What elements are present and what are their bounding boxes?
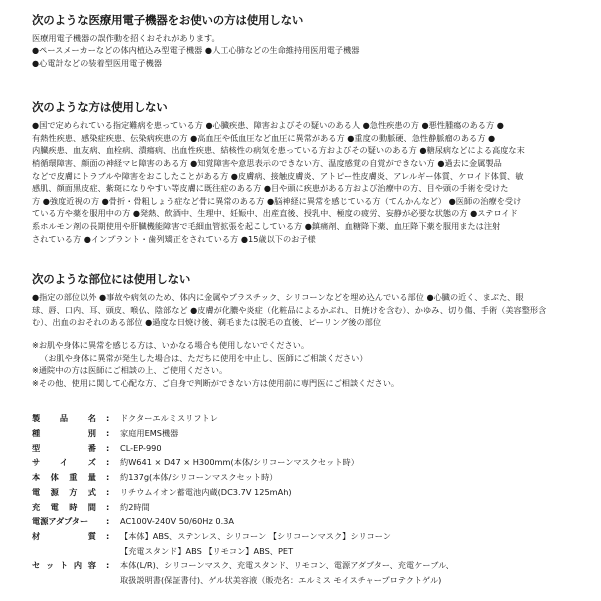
- section-title: 次のような部位には使用しない: [32, 272, 191, 287]
- spec-key-text: 材 質: [32, 530, 96, 541]
- spec-value: ドクターエルミスリフトレ: [120, 413, 218, 424]
- spec-key: [32, 558, 106, 573]
- warning-line: 内臓疾患、血友病、血栓病、潰瘍病、出血性疾患、結核性の病気を患っている方およびその疑いのある方 ●糖尿病などによる高度な末: [32, 145, 525, 156]
- spec-key-text: 種 別: [32, 427, 96, 438]
- spec-colon: :: [106, 530, 110, 541]
- spec-key-text: 本 体 重 量: [32, 472, 96, 483]
- spec-row: [32, 485, 454, 500]
- spec-key: [32, 514, 106, 529]
- spec-key: [32, 426, 106, 441]
- warning-line: む）、出血のおそれのある部位 ●過度な日焼け後、剃毛または脱毛の直後、ピーリング後の部位: [32, 317, 382, 328]
- spec-row: [32, 470, 454, 485]
- spec-colon: :: [106, 472, 110, 483]
- spec-colon: :: [106, 501, 110, 512]
- spec-key-text: 充 電 時 間: [32, 501, 96, 512]
- warning-line: ●国で定められている指定難病を患っている方 ●心臓疾患、障害およびその疑いのある人 ●急性疾患の方 ●悪性腫瘍のある方 ●: [32, 120, 504, 131]
- spec-colon: :: [106, 486, 110, 497]
- spec-value: 約137g(本体/シリコーンマスクセット時）: [120, 472, 278, 483]
- contraindicated-areas-section: [32, 271, 601, 329]
- spec-colon: :: [106, 457, 110, 468]
- warning-line: 球、唇、口内、耳、頭皮、喉仏、陰部など ●皮膚が化膿や炎症（化粧品によるかぶれ、日焼けを含む）、かゆみ、切り傷、手術（美容整形含: [32, 304, 547, 315]
- spec-value: CL-EP-990: [120, 442, 162, 453]
- spec-colon: [106, 544, 120, 559]
- warning-line: ●ペースメーカーなどの体内植込み型電子機器 ●人工心肺などの生命維持用医用電子機器: [32, 45, 360, 55]
- spec-key: [32, 529, 106, 544]
- spec-key: [32, 500, 106, 515]
- notes-section: [32, 339, 601, 389]
- warning-line: 方 ●強度近視の方 ●骨折・骨粗しょう症など骨に異常のある方 ●脳神経に異常を感じている方（てんかんなど） ●医師の治療を受け: [32, 195, 522, 206]
- spec-colon: :: [106, 516, 110, 527]
- spec-colon: :: [106, 442, 110, 453]
- warning-line: 梢循環障害、顔面の神経マヒ障害のある方 ●知覚障害や意思表示のできない方、温度感覚の自覚ができない方 ●過去に金属製品: [32, 157, 502, 168]
- spec-value: 約2時間: [120, 501, 150, 512]
- spec-key-text: 型 番: [32, 442, 96, 453]
- spec-row: [32, 455, 454, 470]
- spec-key: [32, 470, 106, 485]
- spec-row: [32, 426, 454, 441]
- note-line: （お肌や身体に異常が発生した場合は、ただちに使用を中止し、医師にご相談ください）: [40, 352, 368, 363]
- spec-colon: [106, 573, 120, 588]
- spec-colon: :: [106, 413, 110, 424]
- note-line: ※その他、使用に関して心配な方、ご自身で判断ができない方は使用前に専門医にご相談ください。: [32, 377, 400, 388]
- contraindicated-persons-section: [32, 99, 601, 245]
- spec-key-text: 電 源 方 式: [32, 486, 96, 497]
- spec-key: [32, 573, 106, 588]
- spec-value: 本体(L/R)、シリコーンマスク、充電スタンド、リモコン、電源アダプター、充電ケーブル、: [120, 560, 454, 571]
- spec-value: AC100V-240V 50/60Hz 0.3A: [120, 516, 234, 527]
- spec-row: [32, 514, 454, 529]
- spec-value: リチウムイオン蓄電池内蔵(DC3.7V 125mAh): [120, 486, 292, 497]
- warning-line: ている方や薬を服用中の方 ●発熱、飲酒中、生理中、妊娠中、出産直後、授乳中、極度の疲労、妄静が必要な状態の方 ●ステロイド: [32, 208, 518, 219]
- spec-value: 【充電スタンド】ABS 【リモコン】ABS、PET: [120, 545, 294, 556]
- spec-row: [32, 441, 454, 456]
- warning-line: されている方 ●インプラント・歯列矯正をされている方 ●15歳以下のお子様: [32, 233, 316, 244]
- spec-row: [32, 573, 454, 588]
- section-title: 次のような医療用電子機器をお使いの方は使用しない: [32, 13, 304, 27]
- spec-row: [32, 529, 454, 544]
- warning-line: ●心電計などの装着型医用電子機器: [32, 57, 162, 68]
- spec-colon: :: [106, 427, 110, 438]
- warning-line: 有熱性疾患、感染症疾患、伝染病疾患の方 ●高血圧や低血圧など血圧に異常がある方 ●重度の動脈硬、急性静脈瘤のある方 ●: [32, 132, 496, 143]
- medical-device-warning-section: [32, 12, 601, 69]
- section-subtitle: 医療用電子機器の誤作動を招くおそれがあります。: [32, 33, 220, 43]
- warning-line: ●指定の部位以外 ●事故や病気のため、体内に金属やプラスチック、シリコーンなどを埋め込んでいる部位 ●心臓の近く、まぶた、眼: [32, 292, 524, 303]
- spec-row: [32, 500, 454, 515]
- spec-colon: :: [106, 560, 110, 571]
- note-line: ※通院中の方は医師にご相談の上、ご使用ください。: [32, 365, 228, 376]
- spec-key-text: 製 品 名: [32, 413, 96, 424]
- spec-value: 約W641 × D47 × H300mm(本体/シリコーンマスクセット時）: [120, 457, 359, 468]
- spec-key: [32, 441, 106, 456]
- spec-value: 【本体】ABS、ステンレス、シリコーン 【シリコーンマスク】シリコーン: [120, 530, 391, 541]
- warning-line: などで皮膚にトラブルや障害をおこしたことがある方 ●皮膚病、接触皮膚炎、アトピー性皮膚炎、アレルギー体質、ケロイド体質、敏: [32, 170, 524, 181]
- spec-key-text: 電源アダプター: [32, 516, 89, 527]
- warning-line: 感肌、顔面黒皮症、紫斑になりやすい等皮膚に既往症のある方 ●目や頭に疾患がある方および治療中の方、目や頭の手術を受けた: [32, 183, 509, 194]
- spec-key: [32, 455, 106, 470]
- spec-row: [32, 411, 454, 426]
- spec-value: 家庭用EMS機器: [120, 427, 179, 438]
- section-title: 次のような方は使用しない: [32, 100, 168, 115]
- spec-key-text: セ ッ ト 内 容: [32, 560, 96, 571]
- spec-key: [32, 485, 106, 500]
- spec-key: [32, 544, 106, 559]
- warning-line: 系ホルモン剤の長期使用や肝臓機能障害で毛細血管拡張を起こしている方 ●鎮痛剤、血糖降下薬、血圧降下薬を服用または注射: [32, 220, 501, 231]
- spec-table: [32, 411, 454, 587]
- note-line: ※お肌や身体に異常を感じる方は、いかなる場合も使用しないでください。: [32, 339, 310, 350]
- spec-row: [32, 558, 454, 573]
- spec-value: 取扱説明書(保証書付)、ゲル状美容液（販売名：エルミス モイスチャープロテクトゲル): [120, 575, 442, 586]
- spec-key-text: サ イ ズ: [32, 457, 96, 468]
- spec-key: [32, 411, 106, 426]
- spec-row: [32, 544, 454, 559]
